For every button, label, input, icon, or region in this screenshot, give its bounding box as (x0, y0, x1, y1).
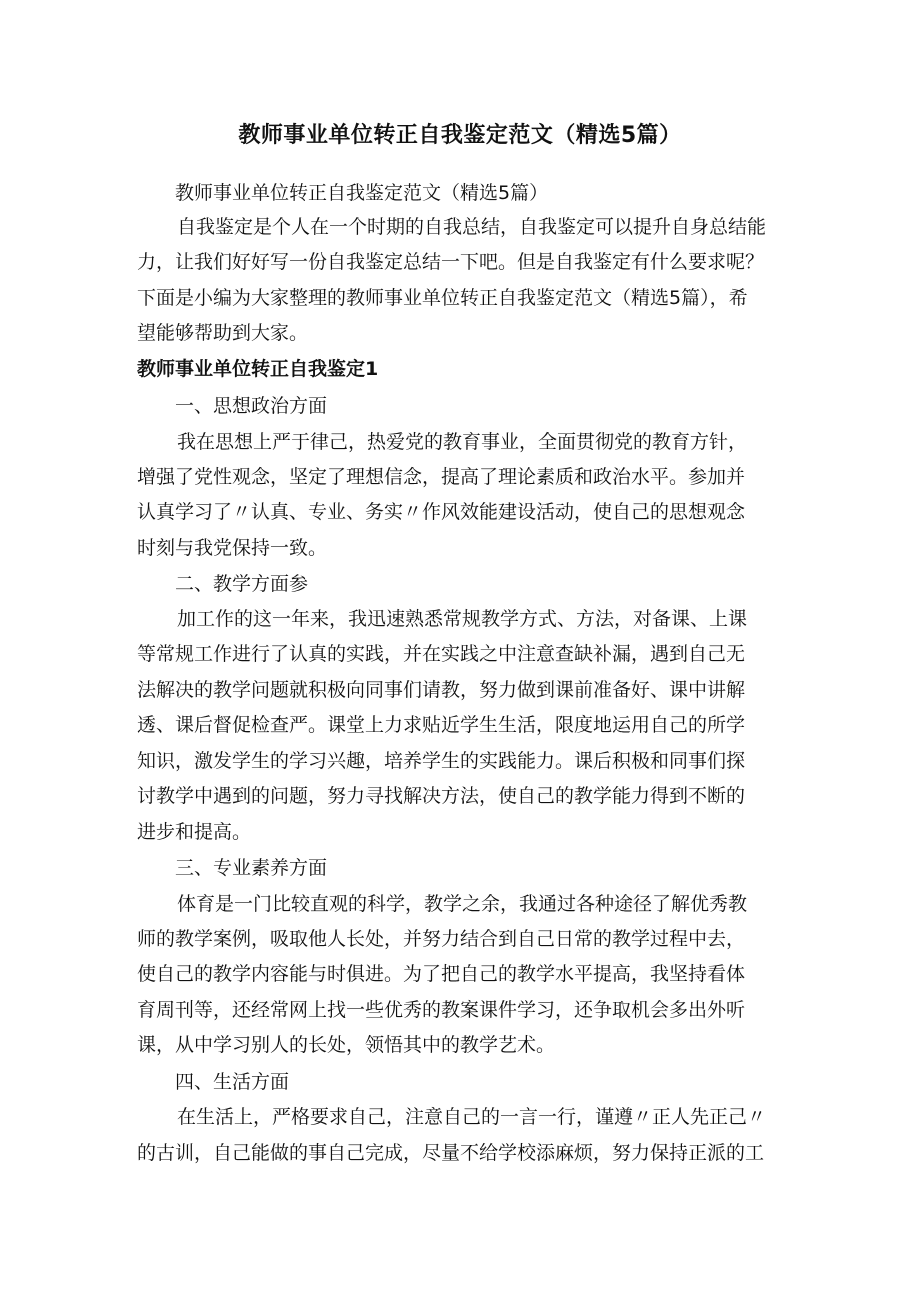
paragraph-line: 使自己的教学内容能与时俱进。为了把自己的教学水平提高，我坚持看体 (137, 963, 746, 985)
paragraph-line: 课，从中学习别人的长处，领悟其中的教学艺术。 (137, 1034, 556, 1056)
paragraph-line: 等常规工作进行了认真的实践，并在实践之中注意查缺补漏，遇到自己无 (137, 643, 746, 665)
paragraph-line: 育周刊等，还经常网上找一些优秀的教案课件学习，还争取机会多出外听 (137, 999, 746, 1021)
subtitle-line: 教师事业单位转正自我鉴定范文（精选5篇） (175, 182, 549, 204)
paragraph-line: 知识，激发学生的学习兴趣，培养学生的实践能力。课后积极和同事们探 (137, 750, 746, 772)
paragraph-line: 透、课后督促检查严。课堂上力求贴近学生生活，限度地运用自己的所学 (137, 714, 746, 736)
paragraph-line: 认真学习了〃认真、专业、务实〃作风效能建设活动，使自己的思想观念 (137, 501, 746, 523)
paragraph-line: 望能够帮助到大家。 (137, 322, 309, 344)
document-title: 教师事业单位转正自我鉴定范文（精选5篇） (238, 123, 682, 148)
paragraph-line: 下面是小编为大家整理的教师事业单位转正自我鉴定范文（精选5篇），希 (137, 287, 748, 309)
paragraph-line: 体育是一门比较直观的科学，教学之余，我通过各种途径了解优秀教 (177, 893, 748, 915)
paragraph-line: 增强了党性观念，坚定了理想信念，提高了理论素质和政治水平。参加并 (137, 466, 746, 488)
paragraph-line: 我在思想上严于律己，热爱党的教育事业，全面贯彻党的教育方针， (177, 431, 748, 453)
subsection-heading: 三、专业素养方面 (175, 857, 328, 879)
paragraph-line: 力，让我们好好写一份自我鉴定总结一下吧。但是自我鉴定有什么要求呢？ (137, 251, 765, 273)
paragraph-line: 加工作的这一年来，我迅速熟悉常规教学方式、方法，对备课、上课 (177, 608, 748, 630)
subsection-heading: 一、思想政治方面 (175, 395, 328, 417)
subsection-heading: 四、生活方面 (175, 1071, 290, 1093)
paragraph-line: 的古训，自己能做的事自己完成，尽量不给学校添麻烦，努力保持正派的工 (137, 1142, 765, 1164)
paragraph-line: 在生活上，严格要求自己，注意自己的一言一行，谨遵〃正人先正己〃 (177, 1106, 767, 1128)
paragraph-line: 师的教学案例，吸取他人长处，并努力结合到自己日常的教学过程中去， (137, 928, 746, 950)
section-heading: 教师事业单位转正自我鉴定1 (137, 358, 379, 380)
paragraph-line: 法解决的教学问题就积极向同事们请教，努力做到课前准备好、课中讲解 (137, 679, 746, 701)
paragraph-line: 自我鉴定是个人在一个时期的自我总结，自我鉴定可以提升自身总结能 (177, 216, 767, 238)
paragraph-line: 进步和提高。 (137, 821, 252, 843)
subsection-heading: 二、教学方面参 (175, 573, 309, 595)
paragraph-line: 时刻与我党保持一致。 (137, 537, 328, 559)
paragraph-line: 讨教学中遇到的问题，努力寻找解决方法，使自己的教学能力得到不断的 (137, 785, 746, 807)
